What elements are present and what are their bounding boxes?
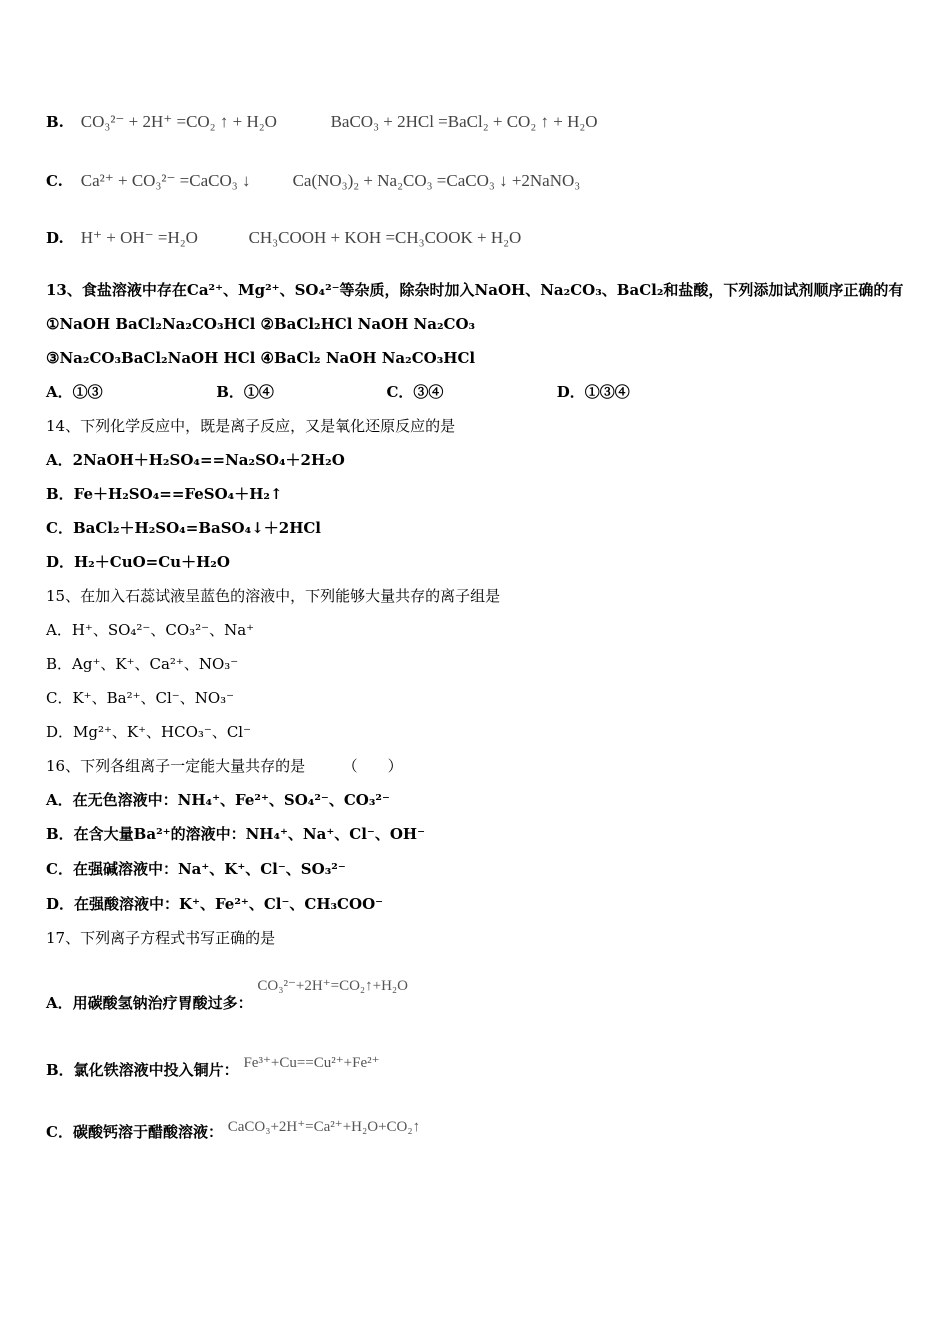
equation-molecular: BaCO₃ + 2HCl =BaCl₂ + CO₂ ↑ + H₂O xyxy=(330,112,598,131)
q13-stem: 13、食盐溶液中存在Ca²⁺、Mg²⁺、SO₄²⁻等杂质，除杂时加入NaOH、Na₂CO₃、BaCl₂和盐酸，下列添加试剂顺序正确的有 xyxy=(46,281,904,299)
q17-option-c xyxy=(46,1116,420,1156)
option-label: C. xyxy=(46,172,63,190)
q12-option-d xyxy=(46,228,521,248)
q14-option-c: C．BaCl₂＋H₂SO₄=BaSO₄↓＋2HCl xyxy=(46,519,322,537)
q14-option-b: B．Fe＋H₂SO₄==FeSO₄＋H₂↑ xyxy=(46,485,283,503)
choice-c: C．③④ xyxy=(386,383,444,401)
equation-ionic: Ca²⁺ + CO₃²⁻ =CaCO₃ ↓ xyxy=(80,171,251,190)
option-text: C．碳酸钙溶于醋酸溶液： xyxy=(46,1123,223,1141)
option-label: D. xyxy=(46,229,64,247)
equation: Fe³⁺+Cu==Cu²⁺+Fe²⁺ xyxy=(243,1055,380,1071)
q16-option-d: D．在强酸溶液中：K⁺、Fe²⁺、Cl⁻、CH₃COO⁻ xyxy=(46,895,384,913)
equation-molecular: CH₃COOH + KOH =CH₃COOK + H₂O xyxy=(248,228,522,247)
q15-option-d: D．Mg²⁺、K⁺、HCO₃⁻、Cl⁻ xyxy=(46,723,252,741)
q16-option-b: B．在含大量Ba²⁺的溶液中：NH₄⁺、Na⁺、Cl⁻、OH⁻ xyxy=(46,825,425,843)
q13-sequence-1: ①NaOH BaCl₂Na₂CO₃HCl ②BaCl₂HCl NaOH Na₂CO₃ xyxy=(46,315,476,333)
q17-option-b xyxy=(46,1052,380,1092)
q16-option-c: C．在强碱溶液中：Na⁺、K⁺、Cl⁻、SO₃²⁻ xyxy=(46,860,346,878)
q17-option-a xyxy=(46,975,408,1015)
q14-option-a: A．2NaOH＋H₂SO₄==Na₂SO₄＋2H₂O xyxy=(46,451,345,469)
q16-option-a: A．在无色溶液中：NH₄⁺、Fe²⁺、SO₄²⁻、CO₃²⁻ xyxy=(46,791,390,809)
equation: CaCO₃+2H⁺=Ca²⁺+H₂O+CO₂↑ xyxy=(227,1119,421,1135)
q14-option-d: D．H₂＋CuO=Cu＋H₂O xyxy=(46,553,230,571)
q13-sequence-2: ③Na₂CO₃BaCl₂NaOH HCl ④BaCl₂ NaOH Na₂CO₃HCl xyxy=(46,349,476,367)
option-text: B．氯化铁溶液中投入铜片： xyxy=(46,1061,239,1079)
q15-stem: 15、在加入石蕊试液呈蓝色的溶液中，下列能够大量共存的离子组是 xyxy=(46,587,501,605)
equation: CO₃²⁻+2H⁺=CO₂↑+H₂O xyxy=(257,978,408,994)
q17-stem: 17、下列离子方程式书写正确的是 xyxy=(46,929,276,947)
q15-option-b: B．Ag⁺、K⁺、Ca²⁺、NO₃⁻ xyxy=(46,655,239,673)
q12-option-c xyxy=(46,171,580,191)
option-label: B. xyxy=(46,113,64,131)
q16-stem: 16、下列各组离子一定能大量共存的是 （ ） xyxy=(46,757,403,775)
q15-option-c: C．K⁺、Ba²⁺、Cl⁻、NO₃⁻ xyxy=(46,689,235,707)
choice-b: B．①④ xyxy=(216,383,274,401)
q13-choices xyxy=(46,382,630,402)
choice-d: D．①③④ xyxy=(556,383,630,401)
option-text: A．用碳酸氢钠治疗胃酸过多： xyxy=(46,994,253,1012)
q12-option-b xyxy=(46,112,598,132)
q15-option-a: A．H⁺、SO₄²⁻、CO₃²⁻、Na⁺ xyxy=(46,621,255,639)
choice-a: A．①③ xyxy=(46,383,103,401)
equation-ionic: CO₃²⁻ + 2H⁺ =CO₂ ↑ + H₂O xyxy=(80,112,277,131)
q14-stem: 14、下列化学反应中，既是离子反应，又是氧化还原反应的是 xyxy=(46,417,456,435)
equation-ionic: H⁺ + OH⁻ =H₂O xyxy=(80,228,198,247)
equation-molecular: Ca(NO₃)₂ + Na₂CO₃ =CaCO₃ ↓ +2NaNO₃ xyxy=(292,171,581,190)
